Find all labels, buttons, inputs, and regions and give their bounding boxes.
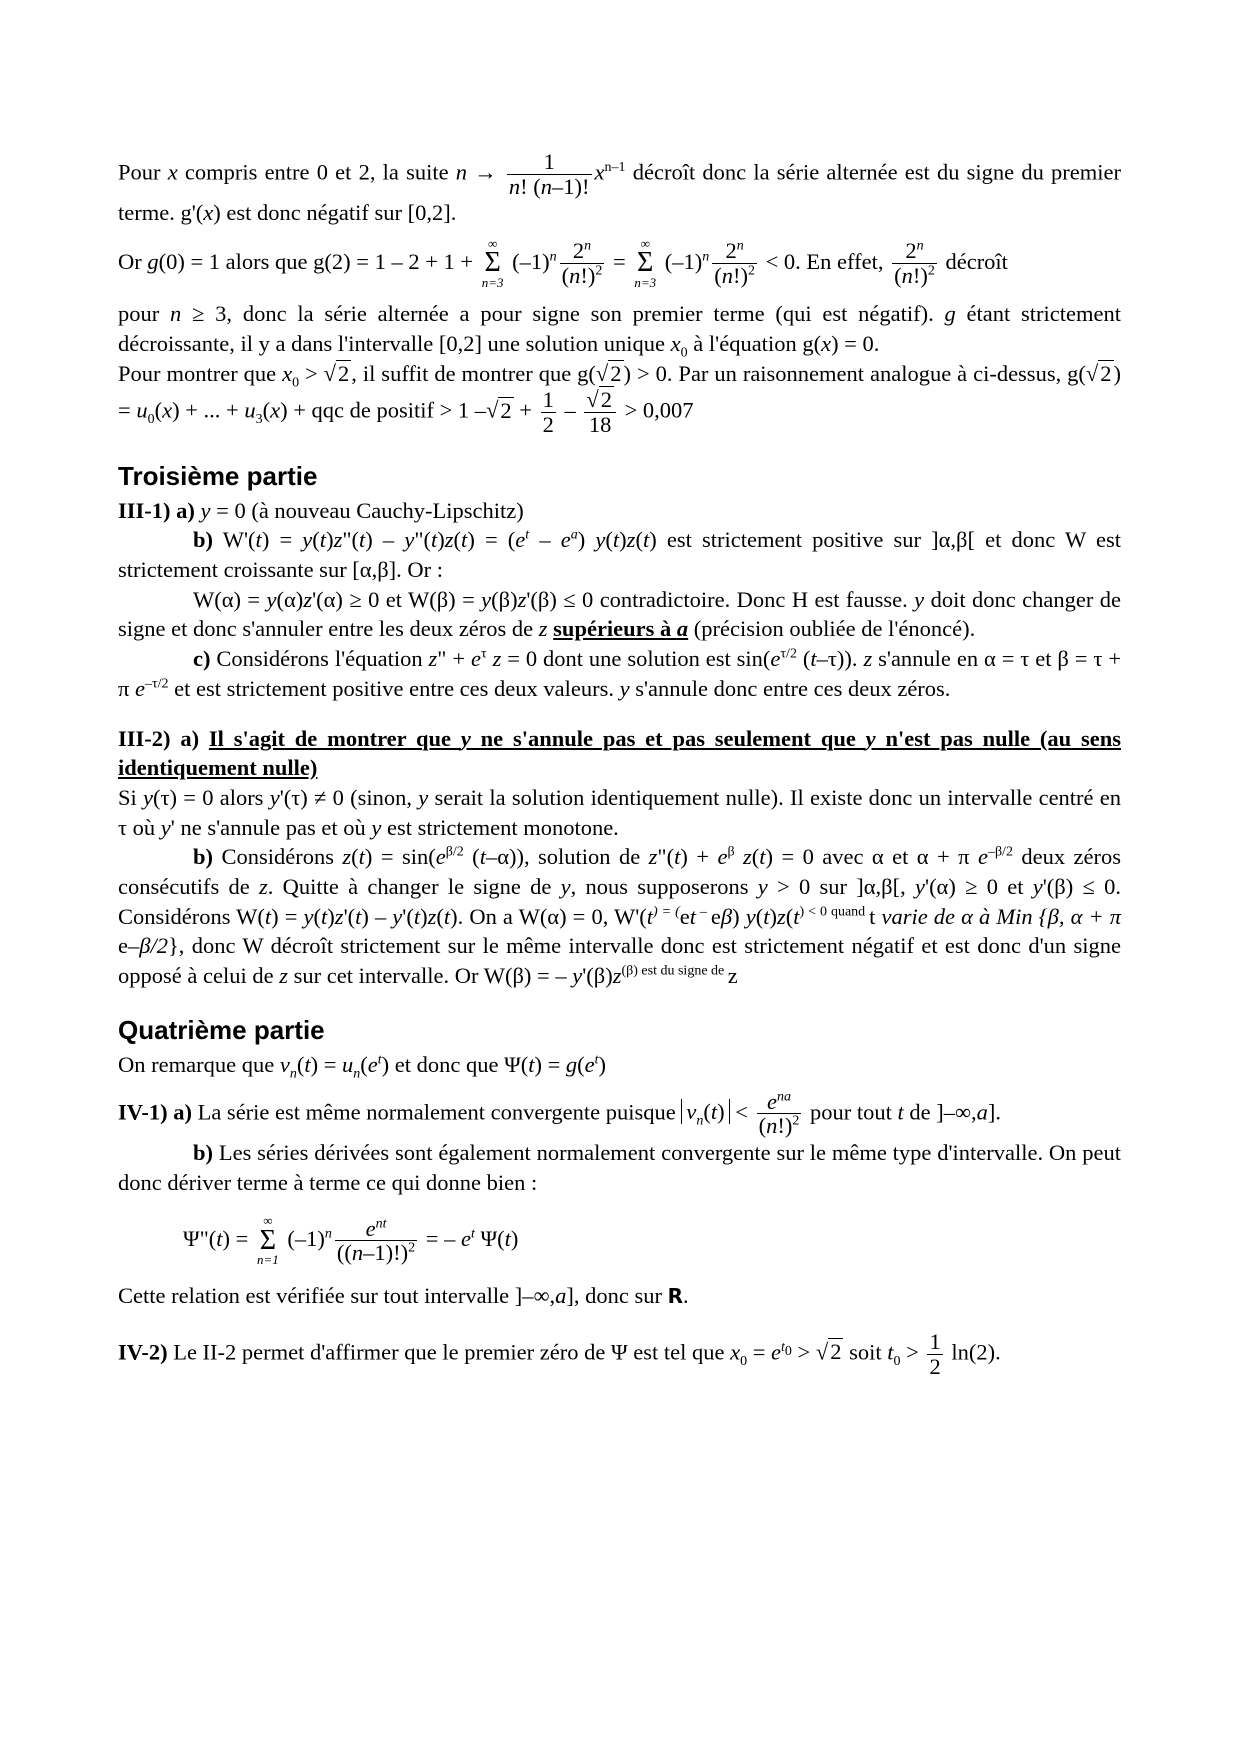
paragraph-relation-verifiee: Cette relation est vérifiée sur tout intervalle ]–∞,a], donc sur R. (118, 1282, 689, 1308)
square-root: √2 (486, 397, 512, 423)
paragraph-III-2-a: III-2) a) Il s'agit de montrer que y ne s'annule pas et pas seulement que y n'est pas nulle (au sens identiquement nulle) (118, 725, 1121, 781)
paragraph-III-1-contradiction: W(α) = y(α)z'(α) ≥ 0 et W(β) = y(β)z'(β) ≤ 0 contradictoire. Donc H est fausse. y doit donc changer de signe et donc s'annuler entre les deux zéros de z supérieurs à a (précision oubliée de l'énoncé). (118, 586, 1121, 642)
paragraph-IV-1-b: b) Les séries dérivées sont également normalement convergente sur le même type d'intervalle. On peut donc dériver terme à terme ce qui donne bien : (118, 1139, 1121, 1195)
section-title-troisieme-partie: Troisième partie (118, 460, 318, 491)
paragraph-III-1-a: III-1) a) y = 0 (à nouveau Cauchy-Lipschitz) (118, 497, 524, 523)
summation: ∞ Σ n=3 (481, 235, 504, 290)
square-root: √2 (595, 360, 622, 386)
document-page (118, 150, 1121, 1378)
paragraph-III-2-si-y: Si y(τ) = 0 alors y'(τ) ≠ 0 (sinon, y serait la solution identiquement nulle). Il existe donc un intervalle centré en τ où y' ne s'annule pas et où y est strictement monotone. (118, 784, 1122, 840)
fraction: $\frac{e^{na}}{(n!)^2}$ (758, 1088, 800, 1139)
paragraph-x0-sqrt2: Pour montrer que $x_0 > √2$, il suffit de montrer que g(√2) > 0. Par un raisonnement analogue à ci-dessus, $g(√2) = u_0(x)$ + ... + $u_3(x)$ + qqc de positif > 1 –√2 + $\frac{1}{2}$ – $\frac{√2}{18}$ > 0,007 (118, 360, 1122, 437)
fraction: $\frac{√2}{18}$ (584, 388, 616, 436)
section-title-quatrieme-partie: Quatrième partie (118, 1014, 325, 1045)
paragraph-suite-decroit: Pour x compris entre 0 et 2, la suite n → $\frac{1}{n! (n-1)!}$ $x^{n-1}$ décroît donc la série alternée est du signe du premier terme. g'(x) est donc négatif sur [0,2]. (118, 149, 1122, 226)
square-root: √2 (1085, 360, 1112, 386)
summation: ∞ Σ n=3 (634, 235, 657, 290)
paragraph-g0-g2: Or g(0) = 1 alors que g(2) = 1 – 2 + 1 + ∞ Σ n=3 $(-1)^n$ $\frac{2^n}{(n!)^2}$ = ∞ Σ n=3 $(-1)^n$ $\frac{2^n}{(n!)^2}$ < 0. En effet, $\frac{2^n}{(n!)^2}$ décroît (118, 235, 1008, 290)
paragraph-IV-1-a: IV-1) a) La série est même normalement convergente puisque $v_n(t)$ < $\frac{e^{na}}{(n!)^2}$ pour tout t de ]–∞,a]. (118, 1088, 1002, 1139)
fraction: $\frac{1}{2}$ (929, 1329, 941, 1379)
absolute-value: $v_n(t)$ (681, 1099, 729, 1124)
square-root: √2 (815, 1339, 842, 1365)
paragraph-III-1-b: b) W'(t) = y(t)z"(t) – y"(t)z(t) = $(e^t - e^a)$ y(t)z(t) est strictement positive sur ]α,β[ et donc W est strictement croissante sur [α,β]. Or : (118, 527, 1121, 583)
fraction: $\frac{1}{n! (n-1)!}$ (508, 149, 590, 199)
summation: ∞ Σ n=1 (256, 1213, 279, 1268)
emphasis-superieurs-a: supérieurs à a (553, 616, 689, 642)
fraction: $\frac{2^n}{(n!)^2}$ (561, 238, 603, 289)
paragraph-III-2-b: b) Considérons $z(t) = \sin(e^{\beta/2}$ (t–α)), solution de z"(t) + $e^\beta$ z(t) = 0 avec α et α + π $e^{-\beta/2}$ deux zéros consécutifs de z. Quitte à changer le signe de y, nous supposerons y > 0 sur ]α,β[, y'(α) ≥ 0 et y'(β) ≤ 0. Considérons W(t) = y(t)z'(t) – y'(t)z(t). On a W(α) = 0, W'(t) = (et – eβ) $y(t)z(t^{) < 0 quand}$ t varie de α à Min {β, α + π e–β/2}, donc W décroît strictement sur le même intervalle donc est strictement négatif et est donc d'un signe opposé à celui de z sur cet intervalle. Or W(β) = – $y'(\beta)z^{(\beta) est du signe de}$ z (118, 844, 1122, 989)
paragraph-serie-alternee: pour n ≥ 3, donc la série alternée a pour signe son premier terme (qui est négatif). g étant strictement décroissante, il y a dans l'intervalle [0,2] une solution unique $x_0$ à l'équation g(x) = 0. (118, 301, 1121, 361)
fraction: $\frac{2^n}{(n!)^2}$ (894, 238, 935, 289)
fraction: $\frac{1}{2}$ (542, 387, 554, 437)
fraction: $\frac{2^n}{(n!)^2}$ (714, 238, 755, 289)
emphasis-il-s-agit: Il s'agit de montrer que y ne s'annule pas et pas seulement que y n'est pas nulle (au sens identiquement nulle) (118, 725, 1121, 781)
paragraph-on-remarque: On remarque que $v_n(t) = u_n(e^t)$ et donc que $\Psi(t) = g(e^t)$ (118, 1051, 607, 1082)
paragraph-III-1-c: c) Considérons l'équation z" + $e^\tau$ z = 0 dont une solution est $\sin(e^{\tau/2}$ (t–τ)). z s'annule en α = τ et β = τ + π $e^{-\tau/2}$ et est strictement positive entre ces deux valeurs. y s'annule donc entre ces deux zéros. (118, 646, 1122, 701)
fraction: $\frac{e^{nt}}{((n-1)!)^2}$ (336, 1215, 416, 1266)
equation-psi: Ψ"(t) = ∞ Σ n=1 $(-1)^n$ $\frac{e^{nt}}{((n-1)!)^2}$ = – $e^t$ Ψ(t) (183, 1213, 519, 1268)
paragraph-IV-2: IV-2) Le II-2 permet d'affirmer que le premier zéro de Ψ est tel que $x_0 = e^{t_0} > √2$ soit $t_0$ > $\frac{1}{2}$ ln(2). (118, 1329, 1001, 1379)
square-root: √2 (323, 360, 350, 386)
